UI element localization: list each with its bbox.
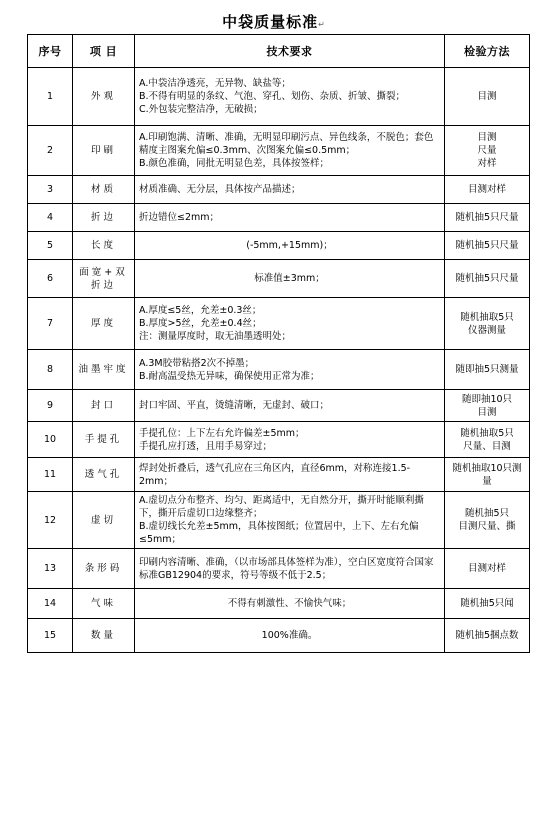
requirement-line: 材质准确、无分层，具体按产品描述； [139, 184, 301, 195]
requirement-line: C.外包装完整洁净，无破损； [139, 104, 263, 115]
requirement-line: A.3M胶带粘搭2次不掉墨； [139, 357, 255, 369]
header-method: 检验方法 [445, 35, 530, 68]
row-number: 11 [28, 458, 73, 492]
requirement-line: B.耐高温受热无异味，确保使用正常为准； [139, 370, 320, 382]
requirement-line: 封口牢固、平直，烫缝清晰，无虚封、破口； [139, 400, 330, 411]
row-method [445, 589, 530, 619]
row-number: 14 [28, 589, 73, 619]
row-requirement [135, 68, 445, 126]
row-item: 外观 [73, 68, 135, 126]
method-line: 随即抽10只 [461, 393, 513, 405]
method-line: 目测 [477, 91, 497, 102]
table-row [28, 350, 530, 390]
table-row [28, 298, 530, 350]
row-number: 12 [28, 492, 73, 549]
row-item: 油墨牢度 [73, 350, 135, 390]
header-item: 项 目 [73, 35, 135, 68]
row-requirement [135, 126, 445, 176]
requirement-line: A.中袋洁净透亮，无异物、缺盐等； [139, 78, 291, 89]
table-row [28, 176, 530, 204]
row-number: 7 [28, 298, 73, 350]
quality-standard-table [27, 34, 530, 653]
row-requirement [135, 176, 445, 204]
row-requirement [135, 298, 445, 350]
row-item: 数量 [73, 619, 135, 653]
requirement-line: B.虚切线长允差±5mm，具体按图纸；位置居中，上下、左右允偏≤5mm； [139, 521, 419, 545]
row-method [445, 422, 530, 458]
requirement-line: A.厚度≤5丝，允差±0.3丝； [139, 305, 262, 316]
row-item: 厚度 [73, 298, 135, 350]
method-line: 随即抽5只测量 [455, 364, 519, 375]
requirement-line: B.颜色准确，同批无明显色差，具体按签样； [139, 158, 330, 169]
row-item: 印刷 [73, 126, 135, 176]
row-requirement [135, 549, 445, 589]
table-body [28, 68, 530, 653]
method-line: 随机抽5只 [464, 508, 510, 519]
requirement-line: 手提孔应打透，且用手易穿过； [139, 440, 273, 452]
row-item: 透气孔 [73, 458, 135, 492]
row-method [445, 68, 530, 126]
row-number: 1 [28, 68, 73, 126]
table-row [28, 68, 530, 126]
method-line: 随机抽取5只 [460, 427, 514, 439]
row-item: 气味 [73, 589, 135, 619]
row-item: 长度 [73, 232, 135, 260]
requirement-line: 不得有刺激性、不愉快气味； [227, 598, 352, 609]
method-line: 目测对样 [467, 184, 506, 195]
document-title [0, 11, 548, 32]
title-text: 中袋质量标准 [222, 13, 319, 31]
requirement-line: B.厚度>5丝，允差±0.4丝； [139, 318, 262, 329]
row-requirement [135, 390, 445, 422]
row-requirement [135, 458, 445, 492]
header-requirement: 技术要求 [135, 35, 445, 68]
table-row [28, 589, 530, 619]
table-row [28, 458, 530, 492]
row-number: 15 [28, 619, 73, 653]
row-requirement [135, 589, 445, 619]
requirement-line: 100%准确。 [261, 630, 318, 641]
row-method [445, 458, 530, 492]
row-number: 8 [28, 350, 73, 390]
row-method [445, 176, 530, 204]
table-row [28, 492, 530, 549]
row-number: 4 [28, 204, 73, 232]
row-method [445, 549, 530, 589]
row-method [445, 492, 530, 549]
row-item: 材质 [73, 176, 135, 204]
row-number: 3 [28, 176, 73, 204]
requirement-line: B.不得有明显的条纹、气泡、穿孔、划伤、杂质、折皱、撕裂； [139, 91, 406, 102]
method-line: 目测尺量、撕 [458, 521, 516, 532]
row-item: 条形码 [73, 549, 135, 589]
requirement-line: A.虚切点分布整齐、均匀、距离适中，无自然分开，撕开时能顺利撕下，撕开后虚切口边缘整齐； [139, 495, 424, 519]
row-requirement [135, 232, 445, 260]
table-row [28, 204, 530, 232]
row-number: 6 [28, 260, 73, 298]
row-item: 面宽+双折边 [73, 260, 135, 298]
row-method [445, 298, 530, 350]
row-number: 10 [28, 422, 73, 458]
row-requirement [135, 350, 445, 390]
row-number: 2 [28, 126, 73, 176]
table-row [28, 619, 530, 653]
row-method [445, 260, 530, 298]
row-method [445, 390, 530, 422]
requirement-line: 手提孔位：上下左右允许偏差±5mm； [139, 427, 305, 439]
method-line: 随机抽取10只测量 [452, 462, 522, 487]
method-line: 目测对样 [467, 563, 506, 574]
method-line: 随机抽5只尺量 [455, 240, 519, 251]
requirement-line: 焊封处折叠后，透气孔应在三角区内，直径6mm，对称连接1.5-2mm； [139, 462, 411, 487]
method-line: 随机抽5只尺量 [455, 212, 519, 223]
row-item: 手提孔 [73, 422, 135, 458]
row-method [445, 232, 530, 260]
method-line: 仪器测量 [467, 324, 506, 336]
row-method [445, 619, 530, 653]
table-row [28, 260, 530, 298]
method-line: 目测 [477, 406, 497, 418]
table-row [28, 422, 530, 458]
table-row [28, 549, 530, 589]
table-row [28, 232, 530, 260]
method-line: 对样 [477, 158, 497, 169]
row-item: 虚切 [73, 492, 135, 549]
method-line: 随机抽取5只 [460, 311, 514, 323]
method-line: 尺量、目测 [463, 440, 511, 452]
row-requirement [135, 619, 445, 653]
row-requirement [135, 422, 445, 458]
row-item: 折边 [73, 204, 135, 232]
method-line: 随机抽5只闻 [460, 598, 514, 609]
method-line: 目测 [477, 132, 497, 143]
method-line: 随机抽5只尺量 [455, 273, 519, 284]
requirement-line: (-5mm,+15mm)； [246, 240, 333, 251]
header-row [28, 35, 530, 68]
row-requirement [135, 204, 445, 232]
row-item: 封口 [73, 390, 135, 422]
table-row [28, 390, 530, 422]
requirement-line: A.印刷饱满、清晰、准确，无明显印刷污点、异色线条，不脱色；套色精度主图案允偏≤0.3mm、次图案允偏≤0.5mm； [139, 132, 434, 156]
method-line: 尺量 [477, 145, 497, 156]
paragraph-mark: ↵ [318, 20, 326, 29]
row-method [445, 204, 530, 232]
row-method [445, 350, 530, 390]
requirement-line: 折边错位≤2mm； [139, 212, 220, 223]
requirement-line: 印刷内容清晰、准确，（以市场部具体签样为准），空白区宽度符合国家标准GB12904的要求，符号等级不低于2.5； [139, 556, 434, 581]
row-number: 5 [28, 232, 73, 260]
method-line: 随机抽5捆点数 [455, 630, 519, 641]
header-num: 序号 [28, 35, 73, 68]
row-requirement [135, 492, 445, 549]
row-method [445, 126, 530, 176]
requirement-line: 标准值±3mm； [254, 273, 325, 284]
table-row [28, 126, 530, 176]
row-number: 13 [28, 549, 73, 589]
row-number: 9 [28, 390, 73, 422]
requirement-line: 注：测量厚度时，取无油墨透明处； [139, 331, 292, 342]
row-requirement [135, 260, 445, 298]
